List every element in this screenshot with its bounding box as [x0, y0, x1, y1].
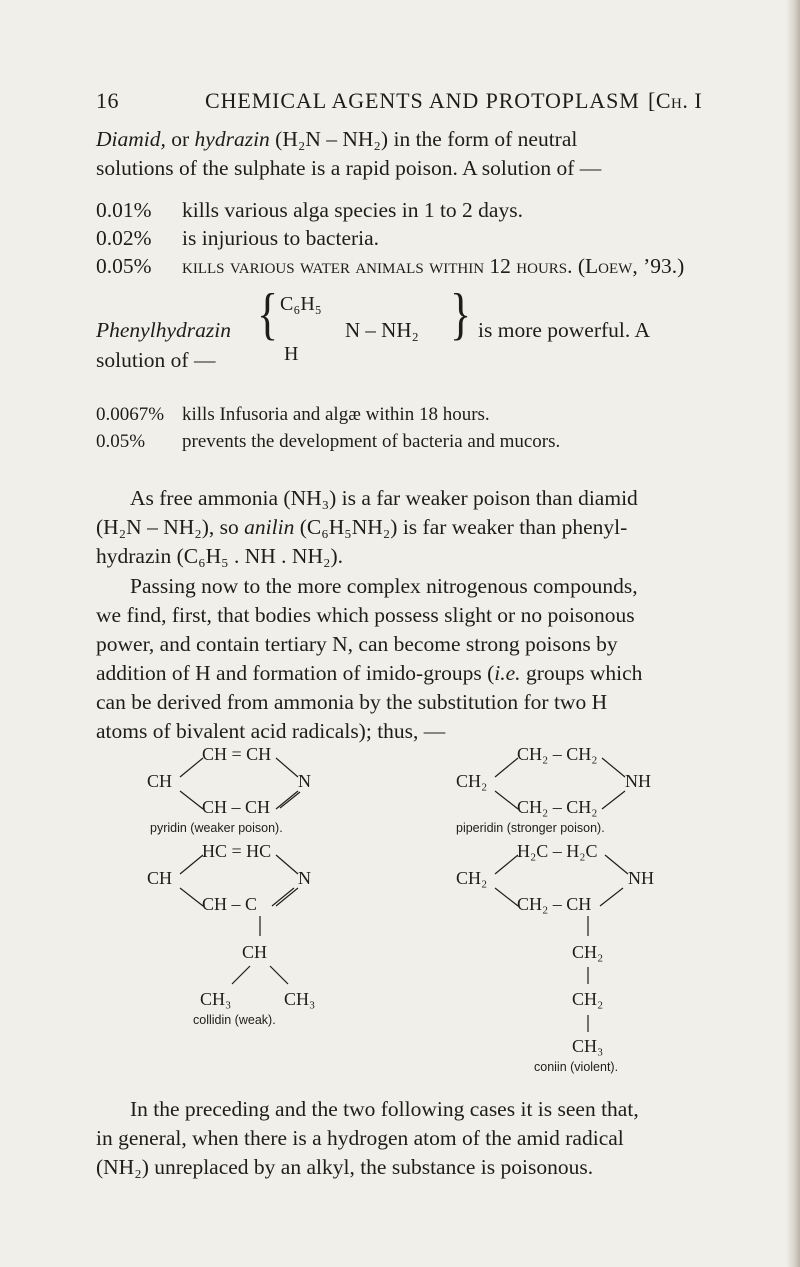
collidin-ch: CH — [242, 942, 268, 962]
pyridin-caption: pyridin (weaker poison). — [150, 821, 283, 835]
coniin-ch2-2: CH₂ — [572, 989, 604, 1009]
para1-rest: in the form of neutral — [388, 127, 578, 151]
para2-line1: As free ammonia (NH₃) is a far weaker poison than diamid — [130, 486, 638, 510]
coniin-right: NH — [628, 868, 654, 888]
pyridin-right: N — [298, 771, 311, 791]
list-item-text: kills Infusoria and algæ within 18 hours. — [182, 404, 490, 425]
running-title: CHEMICAL AGENTS AND PROTOPLASM — [205, 88, 640, 113]
para1-line2: solutions of the sulphate is a rapid poison. A solution of — — [96, 156, 602, 180]
word-or: or — [165, 127, 195, 151]
list-item-text: kills various water animals within 12 hours. (Loew, ’93.) — [182, 254, 685, 278]
collidin-caption: collidin (weak). — [193, 1013, 276, 1027]
para4-line: In the preceding and the two following cases it is seen that, — [130, 1097, 639, 1121]
para3-line: power, and contain tertiary N, can become strong poisons by — [96, 632, 618, 656]
pct: 0.01% — [96, 198, 152, 222]
para4-line: in general, when there is a hydrogen atom of the amid radical — [96, 1126, 624, 1150]
collidin-ch3-right: CH₃ — [284, 989, 316, 1009]
group-n-nh2: N – NH₂ — [345, 318, 419, 342]
para3-line: can be derived from ammonia by the substitution for two H — [96, 690, 608, 714]
piperidin-caption: piperidin (stronger poison). — [456, 821, 605, 835]
pct: 0.05% — [96, 431, 146, 452]
term-hydrazin: hydrazin — [194, 127, 270, 151]
list-item-text: kills various alga species in 1 to 2 days. — [182, 198, 523, 222]
page-number: 16 — [96, 88, 119, 113]
phenyl-rest: is more powerful. A — [478, 318, 650, 342]
piperidin-left: CH₂ — [456, 771, 488, 791]
chapter-marker: [Ch. I — [648, 88, 703, 113]
pct: 0.05% — [96, 254, 152, 278]
left-brace: { — [257, 282, 279, 346]
seg: groups which — [520, 661, 643, 685]
coniin-bottom: CH₂ – CH — [517, 894, 592, 914]
coniin-left: CH₂ — [456, 868, 488, 888]
para3-line: Passing now to the more complex nitrogenous compounds, — [130, 574, 638, 598]
term-anilin: anilin — [244, 515, 295, 539]
collidin-right: N — [298, 868, 311, 888]
collidin-bottom: CH – C — [202, 894, 258, 914]
pyridin-bottom: CH – CH — [202, 797, 271, 817]
term-diamid: Diamid, — [96, 127, 166, 151]
piperidin-bottom: CH₂ – CH₂ — [517, 797, 598, 817]
coniin-top: H₂C – H₂C — [517, 841, 598, 861]
pyridin-left: CH — [147, 771, 173, 791]
collidin-left: CH — [147, 868, 173, 888]
right-brace: } — [450, 282, 472, 346]
list-item-text: is injurious to bacteria. — [182, 226, 380, 250]
para3-line: atoms of bivalent acid radicals); thus, — — [96, 719, 446, 743]
seg: addition of H and formation of imido-groups ( — [96, 661, 495, 685]
para2-line3: hydrazin (C₆H₅ . NH . NH₂). — [96, 544, 343, 568]
ie: i.e. — [494, 661, 521, 685]
coniin-ch3: CH₃ — [572, 1036, 604, 1056]
list-item-text: prevents the development of bacteria and mucors. — [182, 431, 561, 452]
pyridin-top: CH = CH — [202, 744, 272, 764]
formula-hydrazin: (H₂N – NH₂) — [275, 127, 389, 151]
coniin-ch2-1: CH₂ — [572, 942, 604, 962]
pct: 0.02% — [96, 226, 152, 250]
term-phenylhydrazin: Phenylhydrazin — [96, 318, 231, 342]
para3-line: we find, first, that bodies which possess slight or no poisonous — [96, 603, 635, 627]
seg: (H₂N – NH₂), so — [96, 515, 245, 539]
para4-line: (NH₂) unreplaced by an alkyl, the substance is poisonous. — [96, 1155, 594, 1179]
collidin-ch3-left: CH₃ — [200, 989, 232, 1009]
phenyl-line2: solution of — — [96, 348, 216, 372]
piperidin-right: NH — [625, 771, 651, 791]
pct: 0.0067% — [96, 404, 165, 425]
piperidin-top: CH₂ – CH₂ — [517, 744, 598, 764]
group-h: H — [284, 343, 299, 365]
collidin-top: HC = HC — [202, 841, 272, 861]
coniin-caption: coniin (violent). — [534, 1060, 619, 1074]
seg: (C₆H₅NH₂) is far weaker than phenyl- — [294, 515, 628, 539]
group-phenyl: C₆H₅ — [280, 293, 322, 315]
